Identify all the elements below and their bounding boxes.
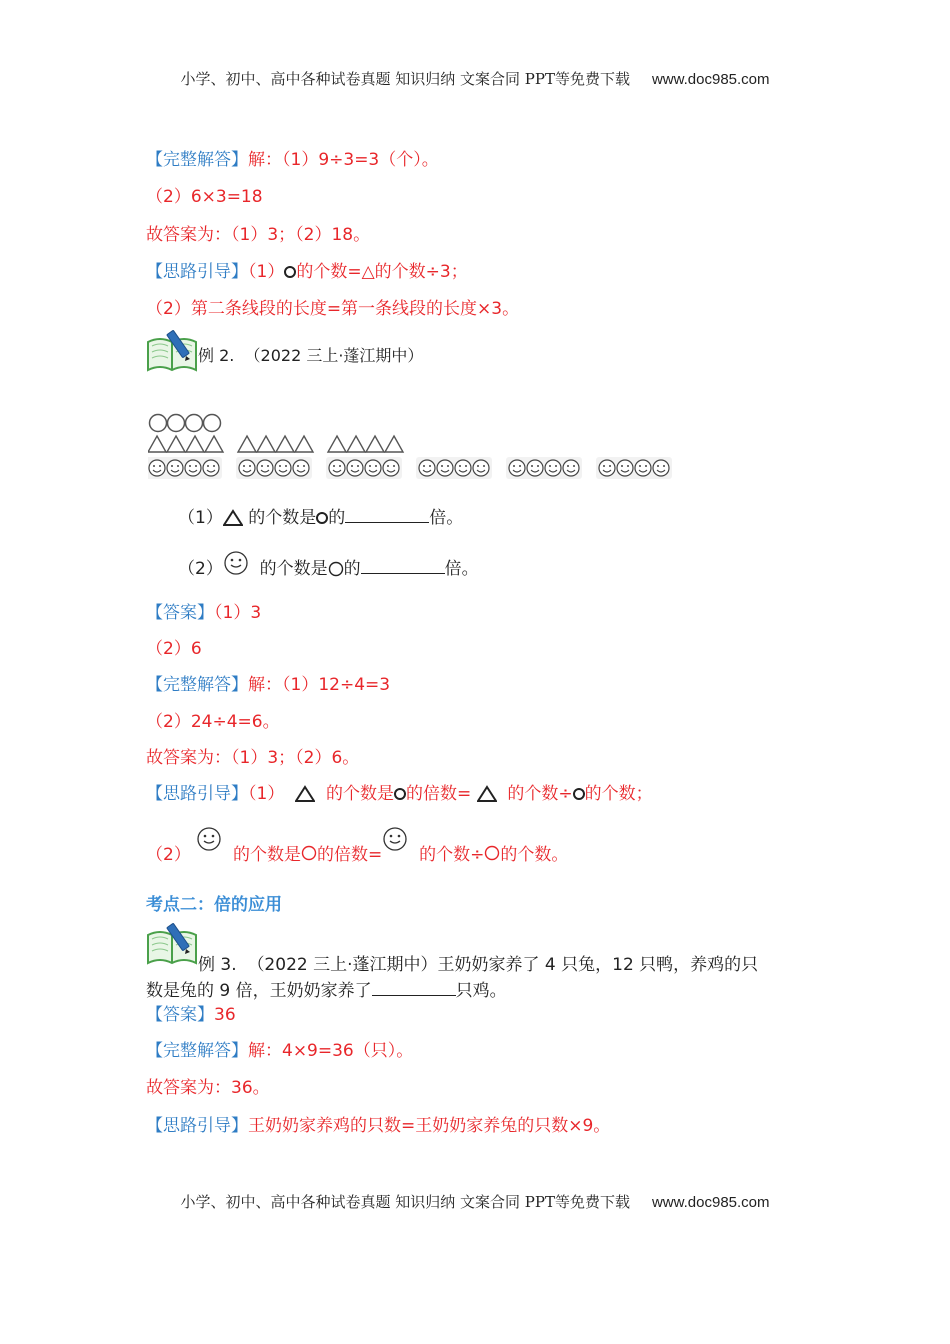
smiley-shape (257, 460, 273, 476)
smiley-shape (239, 460, 255, 476)
ex2-label: 例 2. (198, 346, 235, 365)
ex2-final-answer: 故答案为：（1）3；（2）6。 (146, 748, 360, 768)
triangle-shape (167, 436, 185, 452)
triangle-shape (238, 436, 256, 452)
smiley-shape (509, 460, 525, 476)
answer-blank-3[interactable] (372, 981, 456, 996)
ex3-label: 例 3. (198, 955, 237, 975)
ex3-question-line1: 例 3. （2022 三上·蓬江期中）王奶奶家养了 4 只兔，12 只鸭，养鸡的只 (198, 955, 759, 975)
ex2-solution-line1: 【完整解答】解：（1）12÷4=3 (146, 675, 391, 695)
tag-answer: 【答案】 (146, 603, 214, 623)
circle-shape (204, 415, 221, 432)
smiley-shape (149, 460, 165, 476)
triangle-shape (276, 436, 294, 452)
circle-icon (484, 845, 500, 861)
triangle-icon (477, 785, 497, 803)
tag-full-solution: 【完整解答】 (146, 150, 248, 170)
circle-shape (186, 415, 203, 432)
smiley-shape (455, 460, 471, 476)
tag-answer: 【答案】 (146, 1005, 214, 1025)
ex3-question-line2: 数是兔的 9 倍，王奶奶家养了 只鸡。 (146, 981, 507, 1001)
smiley-shape (617, 460, 633, 476)
smiley-shape (383, 460, 399, 476)
footer-url[interactable]: www.doc985.com (651, 1194, 770, 1211)
circle-icon (573, 787, 585, 801)
triangle-icon (223, 509, 243, 527)
tag-hint: 【思路引导】 (146, 262, 248, 282)
smiley-shape (203, 460, 219, 476)
circle-shape (150, 415, 167, 432)
header-url[interactable]: www.doc985.com (651, 71, 770, 88)
triangle-shape (257, 436, 275, 452)
book-pencil-icon (146, 328, 198, 372)
smiley-shape (185, 460, 201, 476)
triangle-icon (295, 785, 315, 803)
circles-row (150, 415, 221, 432)
triangles-row (148, 436, 403, 452)
smileys-row (148, 457, 672, 479)
triangle-shape (205, 436, 223, 452)
smiley-shape (545, 460, 561, 476)
circle-icon (284, 265, 296, 279)
smiley-icon (223, 550, 249, 576)
ex1-solution-line1: 【完整解答】解：（1）9÷3=3（个）。 (146, 150, 439, 170)
smiley-shape (473, 460, 489, 476)
smiley-shape (293, 460, 309, 476)
ex2-title (198, 343, 423, 366)
ex1-final-answer: 故答案为：（1）3；（2）18。 (146, 225, 371, 245)
smiley-shape (167, 460, 183, 476)
ex2-source: （2022 三上·蓬江期中） (244, 346, 424, 365)
ex3-hint: 【思路引导】王奶奶家养鸡的只数=王奶奶家养兔的只数×9。 (146, 1116, 611, 1136)
smiley-shape (275, 460, 291, 476)
circle-icon (316, 511, 328, 525)
book-pencil-icon (146, 921, 198, 965)
ex3-final-answer: 故答案为：36。 (146, 1078, 270, 1098)
circle-icon (394, 787, 406, 801)
smiley-shape (653, 460, 669, 476)
circle-shape (168, 415, 185, 432)
tag-hint: 【思路引导】 (146, 784, 248, 804)
smiley-shape (563, 460, 579, 476)
triangle-shape (347, 436, 365, 452)
ex2-hint-line2: （2） 的个数是 的倍数= 的个数÷ 的个数。 (146, 826, 568, 866)
tag-full-solution: 【完整解答】 (146, 1041, 248, 1061)
ex2-answer-line2: （2）6 (146, 639, 202, 659)
ex2-hint-line1: 【思路引导】（1） 的个数是 的倍数= 的个数÷ 的个数； (146, 784, 653, 804)
tag-hint: 【思路引导】 (146, 1116, 248, 1136)
page-header (0, 68, 950, 89)
triangle-shape (366, 436, 384, 452)
ex1-solution-line2: （2）6×3=18 (146, 187, 263, 207)
ex3-answer: 【答案】36 (146, 1005, 236, 1025)
circle-icon (328, 561, 344, 577)
footer-text: 小学、初中、高中各种试卷真题 知识归纳 文案合同 PPT等免费下载 (180, 1193, 630, 1211)
smiley-shape (347, 460, 363, 476)
ex1-hint-line2: （2）第二条线段的长度=第一条线段的长度×3。 (146, 299, 520, 319)
smiley-shape (419, 460, 435, 476)
smiley-shape (635, 460, 651, 476)
ex2-answer-line1: 【答案】（1）3 (146, 603, 262, 623)
smiley-shape (437, 460, 453, 476)
smiley-icon (196, 826, 222, 852)
tag-full-solution: 【完整解答】 (146, 675, 248, 695)
circle-icon (301, 845, 317, 861)
ex2-question-2: （2） 的个数是 的 倍。 (178, 550, 479, 579)
shapes-figure (148, 410, 678, 482)
ex1-hint-line1: 【思路引导】（1） 的个数=△的个数÷3； (146, 262, 468, 282)
smiley-shape (365, 460, 381, 476)
triangle-shape (186, 436, 204, 452)
triangle-shape (148, 436, 166, 452)
ex3-solution: 【完整解答】解：4×9=36（只）。 (146, 1041, 414, 1061)
smiley-shape (329, 460, 345, 476)
section-2-title: 考点二：倍的应用 (146, 895, 282, 915)
page-footer (0, 1191, 950, 1212)
answer-blank-1[interactable] (345, 508, 429, 523)
triangle-shape (385, 436, 403, 452)
header-text: 小学、初中、高中各种试卷真题 知识归纳 文案合同 PPT等免费下载 (180, 70, 630, 88)
triangle-shape (328, 436, 346, 452)
triangle-shape (295, 436, 313, 452)
smiley-shape (527, 460, 543, 476)
ex2-question-1: （1） 的个数是 的 倍。 (178, 508, 464, 528)
ex2-solution-line2: （2）24÷4=6。 (146, 712, 280, 732)
smiley-icon (382, 826, 408, 852)
answer-blank-2[interactable] (361, 559, 445, 574)
smiley-shape (599, 460, 615, 476)
